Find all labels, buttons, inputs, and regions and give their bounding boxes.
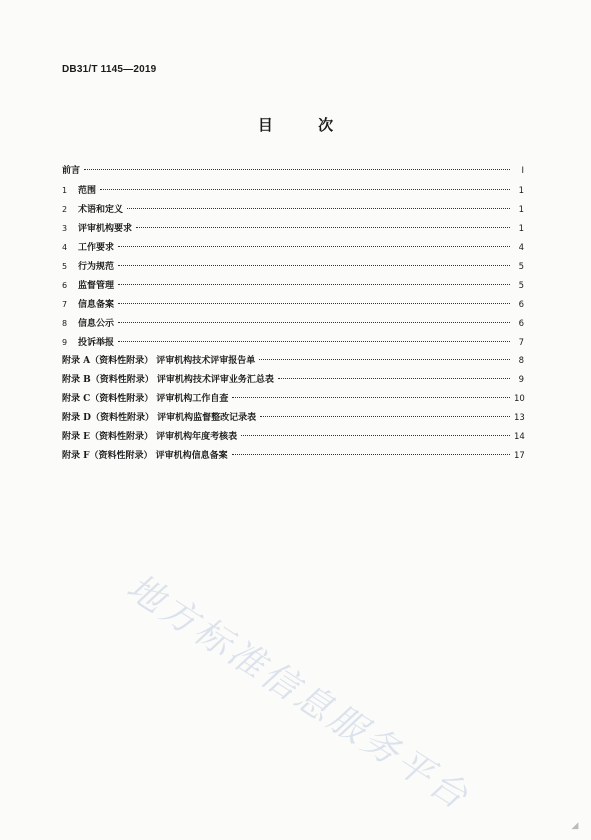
toc-entry-page: 1 (518, 205, 524, 215)
toc-entry-number: 7 (62, 300, 68, 309)
toc-entry-label: 附录 B（资料性附录） 评审机构技术评审业务汇总表 (62, 375, 274, 385)
toc-entry[interactable] (62, 314, 524, 333)
toc-entry[interactable] (62, 295, 524, 314)
table-of-contents (62, 162, 524, 466)
toc-entry-label: 工作要求 (78, 243, 115, 253)
toc-entry-label: 附录 E（资料性附录） 评审机构年度考核表 (62, 432, 238, 442)
toc-dot-leader (260, 416, 510, 417)
toc-entry-label: 监督管理 (78, 281, 115, 291)
toc-entry-page: 10 (514, 394, 525, 404)
toc-entry-label: 术语和定义 (78, 205, 124, 215)
toc-dot-leader (241, 435, 510, 436)
toc-entry-label: 附录 F（资料性附录） 评审机构信息备案 (62, 451, 228, 461)
toc-entry-page: 6 (518, 300, 524, 310)
toc-entry-label: 行为规范 (78, 262, 115, 272)
toc-dot-leader (118, 265, 510, 266)
toc-entry[interactable] (62, 162, 524, 181)
toc-entry-number: 6 (62, 281, 68, 290)
toc-entry-label: 范围 (78, 186, 97, 196)
toc-entry-page: 5 (518, 262, 524, 272)
toc-entry-page: 6 (518, 319, 524, 329)
toc-entry-label: 附录 D（资料性附录） 评审机构监督整改记录表 (62, 413, 257, 423)
watermark-text: 地方标准信息服务平台 (119, 566, 478, 819)
toc-dot-leader (127, 208, 510, 209)
toc-dot-leader (118, 284, 510, 285)
toc-dot-leader (100, 189, 510, 190)
page-title: 目 次 (257, 116, 354, 134)
document-code: DB31/T 1145—2019 (62, 64, 157, 75)
toc-dot-leader (232, 454, 510, 455)
toc-entry-number: 8 (62, 319, 68, 328)
toc-entry-label: 附录 C（资料性附录） 评审机构工作自查 (62, 394, 229, 404)
toc-entry-label: 评审机构要求 (78, 224, 133, 234)
toc-dot-leader (232, 397, 510, 398)
toc-entry-label: 信息公示 (78, 319, 115, 329)
toc-entry-page: 8 (518, 356, 524, 366)
toc-entry[interactable] (62, 181, 524, 200)
toc-entry-number: 5 (62, 262, 68, 271)
toc-dot-leader (278, 378, 510, 379)
toc-entry-page: 4 (518, 243, 524, 253)
toc-entry-page: 1 (518, 224, 524, 234)
toc-entry[interactable] (62, 352, 524, 371)
toc-entry[interactable] (62, 409, 524, 428)
toc-entry-number: 3 (62, 224, 68, 233)
toc-dot-leader (118, 341, 510, 342)
toc-dot-leader (259, 359, 510, 360)
toc-dot-leader (118, 322, 510, 323)
toc-entry-label: 附录 A（资料性附录） 评审机构技术评审报告单 (62, 356, 256, 366)
toc-entry[interactable] (62, 257, 524, 276)
toc-entry-page: 7 (518, 338, 524, 348)
toc-entry-page: 13 (514, 413, 525, 423)
toc-entry-label: 前言 (62, 166, 81, 176)
toc-entry[interactable] (62, 428, 524, 447)
toc-entry[interactable] (62, 371, 524, 390)
toc-dot-leader (118, 246, 510, 247)
toc-entry[interactable] (62, 276, 524, 295)
toc-entry[interactable] (62, 390, 524, 409)
toc-entry-page: 9 (518, 375, 524, 385)
toc-dot-leader (118, 303, 510, 304)
toc-entry-label: 信息备案 (78, 300, 115, 310)
page-corner-icon: ◢ (571, 821, 579, 831)
toc-entry-number: 2 (62, 205, 68, 214)
toc-entry[interactable] (62, 333, 524, 352)
toc-entry-number: 4 (62, 243, 68, 252)
toc-entry-page: 1 (518, 186, 524, 196)
toc-entry[interactable] (62, 200, 524, 219)
toc-dot-leader (136, 227, 510, 228)
toc-dot-leader (84, 169, 510, 170)
toc-entry[interactable] (62, 219, 524, 238)
toc-entry[interactable] (62, 447, 524, 466)
toc-entry-number: 9 (62, 338, 68, 347)
toc-entry-page: I (521, 166, 524, 176)
toc-entry-page: 5 (518, 281, 524, 291)
toc-entry-page: 17 (514, 451, 525, 461)
toc-entry-page: 14 (514, 432, 525, 442)
toc-entry-label: 投诉举报 (78, 338, 115, 348)
toc-entry[interactable] (62, 238, 524, 257)
toc-entry-number: 1 (62, 186, 68, 195)
